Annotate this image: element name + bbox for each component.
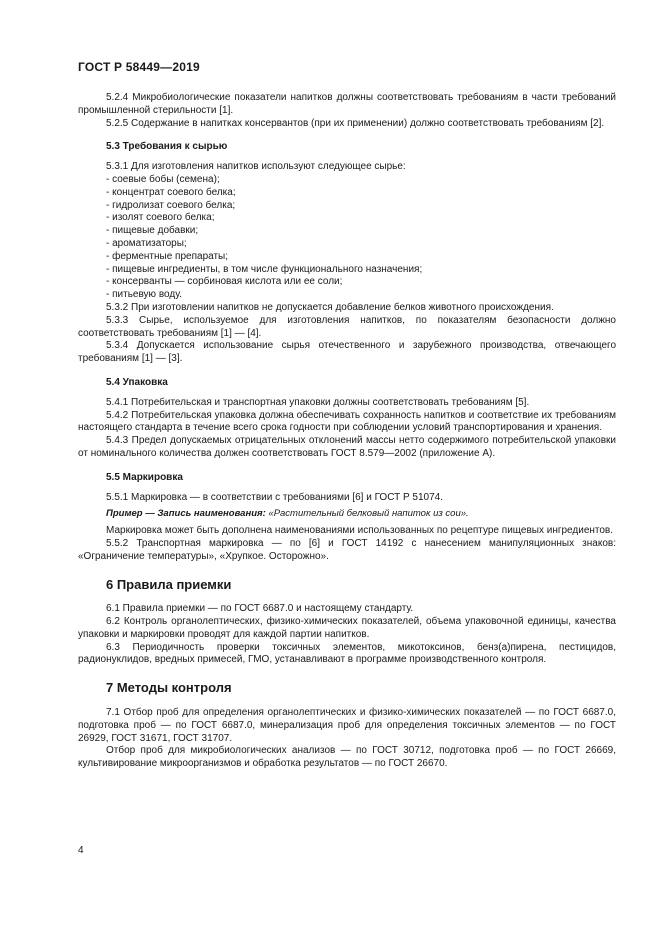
paragraph-7-1: 7.1 Отбор проб для определения органолептических и физико-химических показателей — по ГОСТ 6687.0, подготовка проб — по ГОСТ 6687.0, минерализация проб для определения токсичных элементов — по ГОСТ 26929, ГОСТ 31671, ГОСТ 31707. [78,707,616,744]
paragraph-5-2-5: 5.2.5 Содержание в напитках консервантов (при их применении) должно соответствовать требованиям [2]. [106,117,605,129]
example-lead: Пример — Запись наименования: [106,508,266,520]
list-item: - консерванты — сорбиновая кислота или ее соли; [106,276,343,288]
example-note [78,508,616,521]
paragraph-5-4-3: 5.4.3 Предел допускаемых отрицательных отклонений массы нетто содержимого потребительской упаковки от номинального количества должен соответствовать ГОСТ 8.579—2002 (приложение А). [78,435,616,459]
paragraph-5-3-4: 5.3.4 Допускается использование сырья отечественного и зарубежного производства, отвечающего требованиям [1] — [3]. [78,340,616,365]
list-item: - соевые бобы (семена); [106,173,220,185]
document-header: ГОСТ Р 58449—2019 [78,60,200,74]
list-item: - ферментные препараты; [106,250,229,262]
paragraph-5-3-3: 5.3.3 Сырье, используемое для изготовления напитков, по показателям безопасности должно соответствовать требованиям [1] — [4]. [78,314,616,339]
list-item: - концентрат соевого белка; [106,186,236,198]
paragraph-5-5-2: 5.5.2 Транспортная маркировка — по [6] и ГОСТ 14192 с нанесением манипуляционных знаков: «Ограничение температуры», «Хрупкое. Осторожно». [78,537,616,562]
list-item: - питьевую воду. [106,289,182,301]
paragraph-7-1-continued: Отбор проб для микробиологических анализов — по ГОСТ 30712, подготовка проб — по ГОСТ 26669, культивирование микроорганизмов и обработка результатов — по ГОСТ 26670. [78,745,616,770]
list-item: - изолят соевого белка; [106,212,215,224]
paragraph-5-3-1: 5.3.1 Для изготовления напитков используют следующее сырье: [106,161,406,173]
example-text: «Растительный белковый напиток из сои». [265,508,469,520]
paragraph-6-3: 6.3 Периодичность проверки токсичных элементов, микотоксинов, бенз(а)пирена, пестицидов, радионуклидов, вредных примесей, ГМО, устанавливают в программе производственного контроля. [78,641,616,666]
paragraph-5-3-2: 5.3.2 При изготовлении напитков не допускается добавление белков животного происхождения. [106,301,554,313]
list-item: - пищевые добавки; [106,225,199,237]
paragraph-5-2-4: 5.2.4 Микробиологические показатели напитков должны соответствовать требованиям в части требований промышленной стерильности [1]. [78,92,616,116]
chapter-heading-7: 7 Методы контроля [106,680,232,696]
section-heading-5-5: 5.5 Маркировка [106,471,183,483]
raw-materials-list [78,174,616,302]
paragraph-5-4-2: 5.4.2 Потребительская упаковка должна обеспечивать сохранность напитков и соответствие их требованиям настоящего стандарта в течение всего срока годности при соблюдении условий транспортирования и хранения. [78,409,616,434]
document-body [78,92,616,771]
chapter-heading-6: 6 Правила приемки [106,576,232,592]
section-heading-5-4: 5.4 Упаковка [106,376,168,388]
paragraph-6-1: 6.1 Правила приемки — по ГОСТ 6687.0 и настоящему стандарту. [106,603,414,615]
paragraph-5-5-1: 5.5.1 Маркировка — в соответствии с требованиями [6] и ГОСТ Р 51074. [106,491,444,503]
list-item: - пищевые ингредиенты, в том числе функционального назначения; [106,263,423,275]
paragraph-5-5-1-continued: Маркировка может быть дополнена наименованиями использованных по рецептуре пищевых ингредиентов. [106,525,614,537]
page-number: 4 [78,845,84,856]
section-heading-5-3: 5.3 Требования к сырью [106,141,228,153]
paragraph-6-2: 6.2 Контроль органолептических, физико-химических показателей, объема упаковочной единицы, качества упаковки и маркировки проводят для каждой партии напитков. [78,616,616,640]
list-item: - ароматизаторы; [106,237,187,249]
list-item: - гидролизат соевого белка; [106,199,236,211]
paragraph-5-4-1: 5.4.1 Потребительская и транспортная упаковки должны соответствовать требованиям [5]. [106,396,530,408]
